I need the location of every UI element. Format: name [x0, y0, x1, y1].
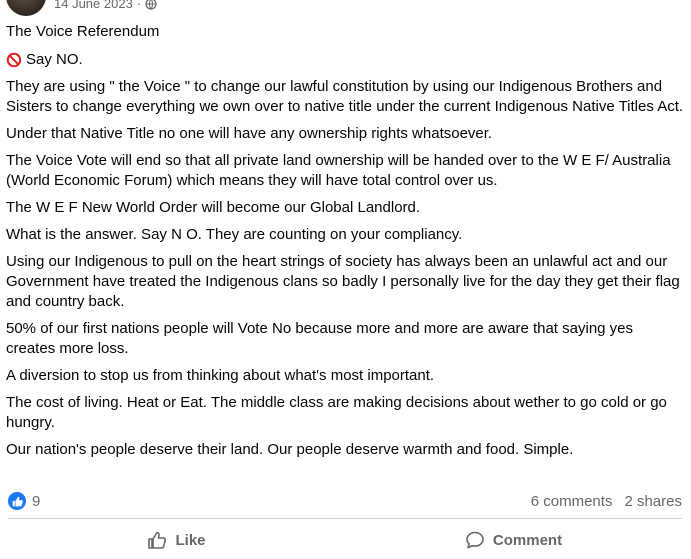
divider	[8, 518, 682, 519]
say-no-text: Say NO.	[26, 51, 83, 68]
like-reaction-icon	[8, 492, 26, 510]
post-paragraph: 50% of our first nations people will Vote No because more and more are aware that saying yes creates more loss.	[6, 320, 634, 357]
shares-count-link[interactable]: 2 shares	[624, 492, 682, 510]
post-paragraph: What is the answer. Say N O. They are counting on your compliancy.	[6, 226, 463, 243]
avatar[interactable]	[6, 0, 46, 16]
post-paragraph: The cost of living. Heat or Eat. The middle class are making decisions about wether to go cold or go hungry.	[6, 394, 667, 431]
post-date[interactable]: 14 June 2023	[54, 0, 133, 11]
post-paragraph: Our nation's people deserve their land. Our people deserve warmth and food. Simple.	[6, 441, 574, 458]
like-button[interactable]	[8, 525, 345, 555]
post-meta	[54, 0, 157, 11]
post-paragraph: The W E F New World Order will become our Global Landlord.	[6, 199, 421, 216]
post-paragraph: Using our Indigenous to pull on the heart strings of society has always been an unlawful act and our Government have treated the Indigenous clans so badly I personally live for the day they get their flag and country back.	[6, 253, 680, 310]
say-no-line	[6, 50, 686, 70]
post-paragraph: The Voice Vote will end so that all private land ownership will be handed over to the W E F/ Australia (World Economic Forum) which means they will have total control over us.	[6, 152, 671, 189]
comment-icon	[465, 530, 485, 550]
no-entry-icon	[6, 52, 22, 68]
comment-label: Comment	[492, 531, 563, 549]
engagement-counts	[531, 493, 682, 510]
post-paragraph: A diversion to stop us from thinking about what's most important.	[6, 367, 435, 384]
globe-icon	[145, 0, 157, 10]
thumbs-up-icon	[147, 530, 167, 550]
comment-button[interactable]	[345, 525, 682, 555]
meta-separator: ·	[136, 0, 142, 11]
post-paragraph: They are using " the Voice " to change our lawful constitution by using our Indigenous Brothers and Sisters to change everything we own over to native title under the current Indigenous Native Titles Act.	[6, 78, 684, 115]
reactions-summary[interactable]	[8, 492, 40, 510]
post-body	[6, 22, 686, 467]
post-paragraph: Under that Native Title no one will have any ownership rights whatsoever.	[6, 125, 493, 142]
comments-count-link[interactable]: 6 comments	[530, 492, 613, 510]
reaction-count: 9	[32, 492, 41, 510]
post-stats	[8, 491, 682, 511]
post-title: The Voice Referendum	[6, 23, 160, 40]
action-bar	[8, 525, 682, 555]
like-label: Like	[175, 531, 206, 549]
